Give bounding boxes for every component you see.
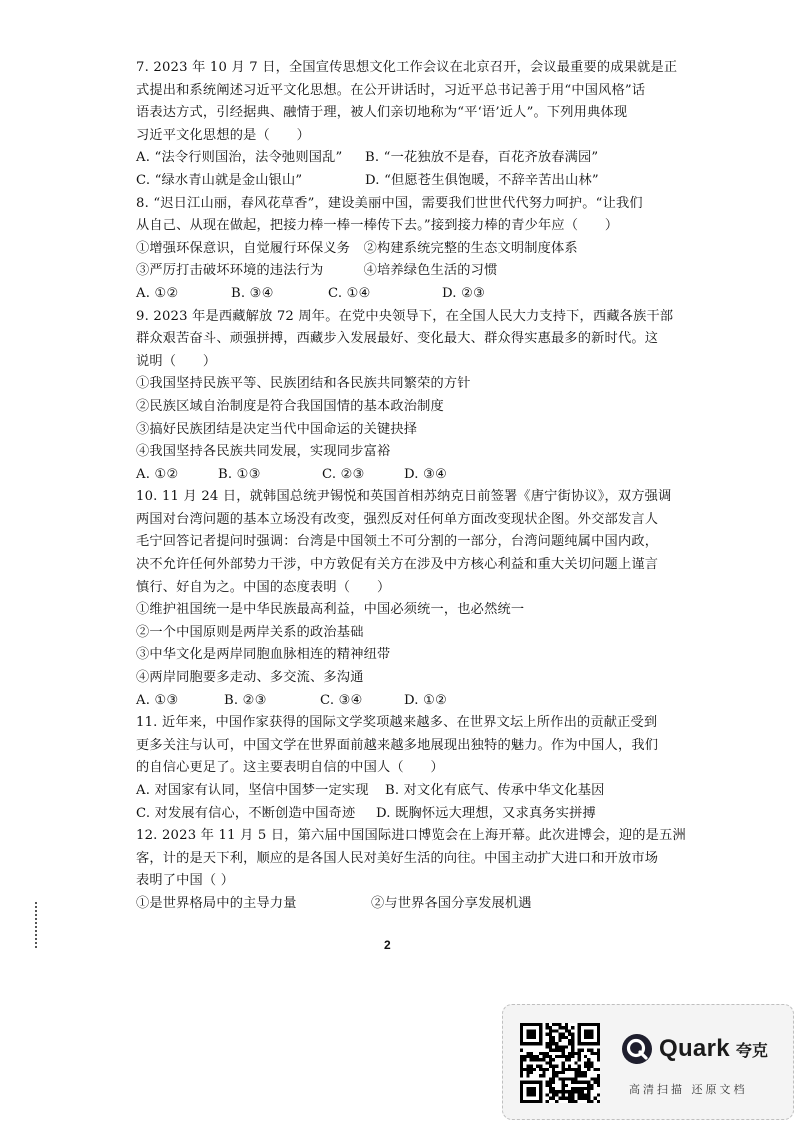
question-8 <box>136 193 656 306</box>
option-b: B. ①③ <box>218 466 261 482</box>
question-text-line: 10. 11 月 24 日，就韩国总统尹锡悦和英国首相苏纳克日前签署《唐宁街协议》，双方强调 <box>136 489 672 505</box>
brand <box>621 1033 768 1065</box>
option-b: B. 对文化有底气、传承中华文化基因 <box>385 783 605 798</box>
quark-watermark <box>502 1004 794 1120</box>
option-d: D. ②③ <box>442 285 486 301</box>
option-row <box>136 147 656 170</box>
option-row <box>136 283 656 306</box>
brand-name: Quark <box>659 1035 730 1062</box>
question-text-line: 9. 2023 年是西藏解放 72 周年。在党中央领导下，在全国人民大力支持下，西藏各族干部 <box>136 308 674 324</box>
option-a: A. ①② <box>136 285 179 301</box>
option-c: C. ③④ <box>320 692 363 708</box>
quark-logo-icon <box>621 1033 653 1065</box>
option-d: D. “但愿苍生俱饱暖，不辞辛苦出山林” <box>365 172 599 188</box>
question-text-line: 式提出和系统阐述习近平文化思想。在公开讲话时，习近平总书记善于用“中国风格”话 <box>136 82 646 98</box>
option-b: B. ②③ <box>224 692 267 708</box>
question-text-line: 更多关注与认可，中国文学在世界面前越来越多地展现出独特的魅力。作为中国人，我们 <box>136 737 659 753</box>
slogan: 高清扫描 还原文档 <box>629 1083 748 1096</box>
question-10 <box>136 486 672 712</box>
margin-dotted-line <box>35 902 40 948</box>
statement-line: ③中华文化是两岸同胞血脉相连的精神纽带 <box>136 647 391 663</box>
question-text-line: 8. “迟日江山丽，春风花草香”，建设美丽中国，需要我们世世代代努力呵护。“让我们 <box>136 195 643 211</box>
option-row <box>136 803 656 826</box>
option-d: D. ③④ <box>404 466 448 482</box>
brand-cn: 夸克 <box>735 1042 768 1060</box>
statement-line: ④我国坚持各民族共同发展，实现同步富裕 <box>136 444 391 460</box>
statement-1: ①是世界格局中的主导力量 <box>136 895 297 911</box>
question-text-line: 慎行、好自为之。中国的态度表明（ ） <box>136 579 391 595</box>
question-text-line: 群众艰苦奋斗、顽强拼搏，西藏步入发展最好、变化最大、群众得实惠最多的新时代。这 <box>136 331 659 347</box>
statement-line: ①增强环保意识，自觉履行环保义务 ②构建系统完整的生态文明制度体系 <box>136 240 578 256</box>
option-row <box>136 780 656 803</box>
question-11 <box>136 712 659 825</box>
option-row <box>136 170 656 193</box>
question-9 <box>136 306 674 487</box>
question-text-line: 毛宁回答记者提问时强调：台湾是中国领土不可分割的一部分，台湾问题纯属中国内政， <box>136 534 659 550</box>
statement-line: ③搞好民族团结是决定当代中国命运的关键抉择 <box>136 421 418 437</box>
question-7 <box>136 57 678 193</box>
option-b: B. “一花独放不是春，百花齐放春满园” <box>365 150 599 166</box>
question-text-line: 12. 2023 年 11 月 5 日，第六届中国国际进口博览会在上海开幕。此次进博会，迎的是五洲 <box>136 828 686 844</box>
question-text-line: 习近平文化思想的是（ ） <box>136 127 311 143</box>
option-a: A. ①② <box>136 466 179 482</box>
qr-code-icon <box>520 1023 600 1103</box>
statement-line: ④两岸同胞要多走动、多交流、多沟通 <box>136 670 364 686</box>
option-a: A. 对国家有认同，坚信中国梦一定实现 <box>136 783 369 798</box>
option-a: A. ①③ <box>136 692 179 708</box>
statement-row <box>136 893 656 916</box>
option-b: B. ③④ <box>231 285 274 301</box>
statement-line: ①维护祖国统一是中华民族最高利益，中国必须统一，也必然统一 <box>136 602 525 618</box>
statement-line: ③严厉打击破坏环境的违法行为 ④培养绿色生活的习惯 <box>136 263 498 279</box>
question-text-line: 语表达方式，引经据典、融情于理，被人们亲切地称为“平‘语’近人”。下列用典体现 <box>136 105 628 121</box>
question-content <box>136 57 686 916</box>
question-text-line: 两国对台湾问题的基本立场没有改变，强烈反对任何单方面改变现状企图。外交部发言人 <box>136 511 659 527</box>
question-text-line: 决不允许任何外部势力干涉，中方敦促有关方在涉及中方核心利益和重大关切问题上谨言 <box>136 557 659 573</box>
question-text-line: 从自己、从现在做起，把接力棒一棒一棒传下去。”接到接力棒的青少年应（ ） <box>136 218 619 234</box>
statement-line: ①我国坚持民族平等、民族团结和各民族共同繁荣的方针 <box>136 376 471 392</box>
option-c: C. “绿水青山就是金山银山” <box>136 172 303 188</box>
page-number: 2 <box>384 938 391 952</box>
question-text-line: 说明（ ） <box>136 353 217 369</box>
option-d: D. ①② <box>404 692 448 708</box>
question-text-line: 表明了中国（ ） <box>136 873 235 889</box>
option-c: C. ①④ <box>328 285 371 301</box>
statement-2: ②与世界各国分享发展机遇 <box>371 895 532 911</box>
question-text-line: 客，计的是天下利，顺应的是各国人民对美好生活的向往。中国主动扩大进口和开放市场 <box>136 850 659 866</box>
option-c: C. ②③ <box>322 466 365 482</box>
statement-line: ②民族区域自治制度是符合我国国情的基本政治制度 <box>136 398 444 414</box>
question-text-line: 7. 2023 年 10 月 7 日，全国宣传思想文化工作会议在北京召开，会议最重要的成果就是正 <box>136 60 678 75</box>
option-d: D. 既胸怀远大理想，又求真务实拼搏 <box>376 805 596 821</box>
option-a: A. “法令行则国治，法令弛则国乱” <box>136 150 343 166</box>
option-c: C. 对发展有信心，不断创造中国奇迹 <box>136 805 356 821</box>
question-12 <box>136 825 686 915</box>
question-text-line: 的自信心更足了。这主要表明自信的中国人（ ） <box>136 760 444 776</box>
option-row <box>136 464 656 487</box>
option-row <box>136 690 656 713</box>
question-text-line: 11. 近年来，中国作家获得的国际文学奖项越来越多、在世界文坛上所作出的贡献正受到 <box>136 715 658 731</box>
statement-line: ②一个中国原则是两岸关系的政治基础 <box>136 624 364 640</box>
